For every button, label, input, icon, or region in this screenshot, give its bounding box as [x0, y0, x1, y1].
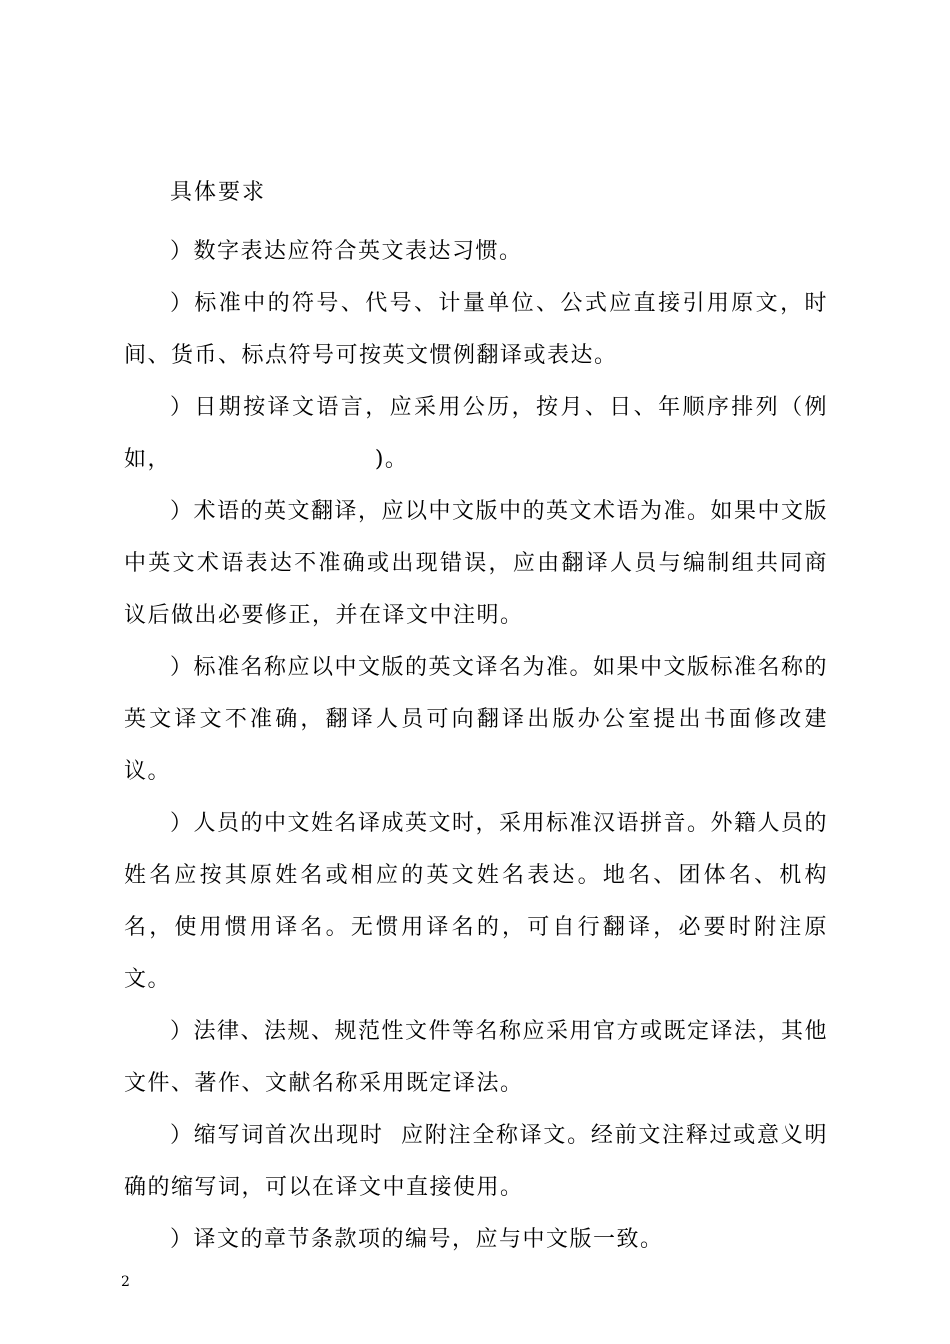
requirement-paragraph-7: ）法律、法规、规范性文件等名称应采用官方或既定译法，其他文件、著作、文献名称采用既定译法。 [124, 1019, 829, 1096]
section-heading: 具体要求 [170, 180, 267, 205]
requirement-paragraph-4: ）术语的英文翻译，应以中文版中的英文术语为准。如果中文版中英文术语表达不准确或出现错误，应由翻译人员与编制组共同商议后做出必要修正，并在译文中注明。 [124, 499, 829, 628]
requirement-paragraph-8: ）缩写词首次出现时 应附注全称译文。经前文注释过或意义明确的缩写词，可以在译文中直接使用。 [124, 1123, 828, 1200]
requirement-paragraph-2: ）标准中的符号、代号、计量单位、公式应直接引用原文，时间、货币、标点符号可按英文惯例翻译或表达。 [124, 291, 828, 368]
requirement-paragraph-5: ）标准名称应以中文版的英文译名为准。如果中文版标准名称的英文译文不准确，翻译人员可向翻译出版办公室提出书面修改建议。 [124, 655, 829, 784]
requirement-paragraph-9: ）译文的章节条款项的编号，应与中文版一致。 [170, 1227, 664, 1252]
page-number: 2 [121, 1274, 130, 1290]
requirement-paragraph-6: ）人员的中文姓名译成英文时，采用标准汉语拼音。外籍人员的姓名应按其原姓名或相应的英文姓名表达。地名、团体名、机构名，使用惯用译名。无惯用译名的，可自行翻译，必要时附注原文。 [124, 811, 829, 992]
requirement-paragraph-3: ）日期按译文语言，应采用公历，按月、日、年顺序排列（例如， )。 [124, 395, 828, 472]
document-body [124, 174, 828, 1266]
requirement-paragraph-1: ）数字表达应符合英文表达习惯。 [170, 239, 523, 264]
